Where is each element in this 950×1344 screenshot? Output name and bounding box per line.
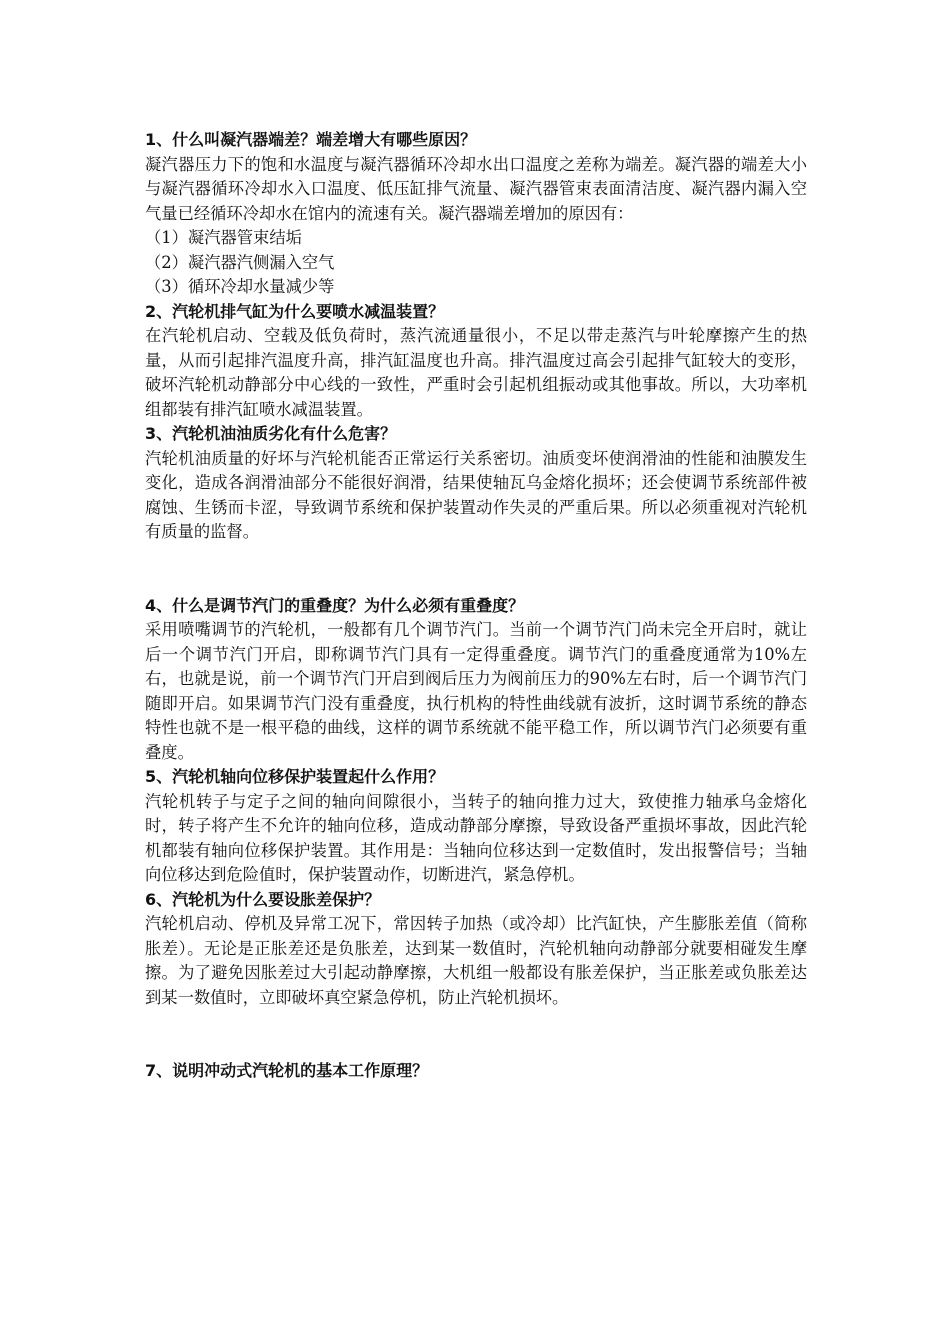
answer-1-list-item: （2）凝汽器汽侧漏入空气 [145, 252, 335, 272]
answer-2-text: 在汽轮机启动、空载及低负荷时，蒸汽流通量很小，不足以带走蒸汽与叶轮摩擦产生的热量，从而引起排汽温度升高，排汽缸温度也升高。排汽温度过高会引起排气缸较大的变形，破坏汽轮机动静部分中心线的一致性，严重时会引起机组振动或其他事故。所以，大功率机组都装有排汽缸喷水减温装置。 [145, 326, 807, 419]
blank-space [145, 1010, 807, 1059]
answer-5-text: 汽轮机转子与定子之间的轴向间隙很小，当转子的轴向推力过大，致使推力轴承乌金熔化时，转子将产生不允许的轴向位移，造成动静部分摩擦，导致设备严重损坏事故，因此汽轮机都装有轴向位移保护装置。其作用是：当轴向位移达到一定数值时，发出报警信号；当轴向位移达到危险值时，保护装置动作，切断进汽，紧急停机。 [145, 791, 807, 884]
answer-1-text: 凝汽器压力下的饱和水温度与凝汽器循环冷却水出口温度之差称为端差。凝汽器的端差大小与凝汽器循环冷却水入口温度、低压缸排气流量、凝汽器管束表面清洁度、凝汽器内漏入空气量已经循环冷却水在馆内的流速有关。凝汽器端差增加的原因有： [145, 154, 807, 223]
question-5-heading: 5、汽轮机轴向位移保护装置起什么作用？ [145, 767, 445, 786]
document-page [145, 128, 807, 1084]
question-2-heading: 2、汽轮机排气缸为什么要喷水减温装置？ [145, 301, 445, 321]
answer-1-list-item: （1）凝汽器管束结垢 [145, 228, 302, 247]
question-3-heading: 3、汽轮机油油质劣化有什么危害？ [145, 424, 397, 443]
answer-1-list-item: （3）循环冷却水量减少等 [145, 277, 335, 296]
blank-space [145, 545, 807, 594]
answer-6-text: 汽轮机启动、停机及异常工况下，常因转子加热（或冷却）比汽缸快，产生膨胀差值（简称胀差）。无论是正胀差还是负胀差，达到某一数值时，汽轮机轴向动静部分就要相碰发生摩擦。为了避免因胀差过大引起动静摩擦，大机组一般都设有胀差保护，当正胀差或负胀差达到某一数值时，立即破坏真空紧急停机，防止汽轮机损坏。 [145, 914, 807, 1007]
question-4-heading: 4、什么是调节汽门的重叠度？为什么必须有重叠度？ [145, 595, 525, 615]
answer-3-text: 汽轮机油质量的好坏与汽轮机能否正常运行关系密切。油质变坏使润滑油的性能和油膜发生变化，造成各润滑油部分不能很好润滑，结果使轴瓦乌金熔化损坏；还会使调节系统部件被腐蚀、生锈而卡涩，导致调节系统和保护装置动作失灵的严重后果。所以必须重视对汽轮机有质量的监督。 [145, 448, 807, 541]
answer-4-text: 采用喷嘴调节的汽轮机，一般都有几个调节汽门。当前一个调节汽门尚未完全开启时，就让后一个调节汽门开启，即称调节汽门具有一定得重叠度。调节汽门的重叠度通常为10%左右，也就是说，前一个调节汽门开启到阀后压力为阀前压力的90%左右时，后一个调节汽门随即开启。如果调节汽门没有重叠度，执行机构的特性曲线就有波折，这时调节系统的静态特性也就不是一根平稳的曲线，这样的调节系统就不能平稳工作，所以调节汽门必须要有重叠度。 [145, 620, 807, 762]
question-1-heading: 1、什么叫凝汽器端差？端差增大有哪些原因？ [145, 130, 477, 149]
question-7-heading: 7、说明冲动式汽轮机的基本工作原理？ [145, 1061, 429, 1080]
question-6-heading: 6、汽轮机为什么要设胀差保护？ [145, 889, 381, 909]
